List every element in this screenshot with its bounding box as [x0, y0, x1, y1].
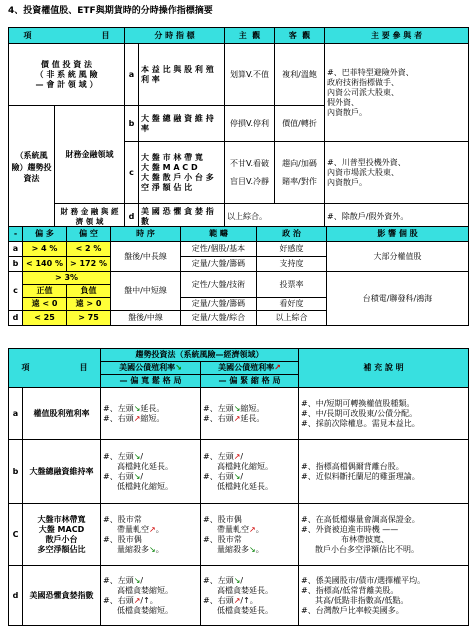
- table-row: [9, 242, 469, 257]
- notes-b: #、指標高檔偶爾背離台股。 #、近似料斷托蘭尼的雞蛋理論。: [299, 440, 469, 504]
- indicator-a: 本 益 比 與 股 利 殖 利 率: [139, 44, 225, 106]
- row-key-a: a: [9, 388, 23, 440]
- players-ab: #、巴菲特型避險外資、 政府技術指標做手、 內資公司派大股東、 假外資、 內資散戶。: [325, 44, 469, 142]
- c-far-above: 遠 > 0: [67, 298, 111, 311]
- header-bull: 偏 多: [23, 227, 67, 242]
- header-key: -: [9, 227, 23, 242]
- header-loose: 美國公債殖利率↘: [101, 362, 201, 375]
- header-item: 項 目: [9, 28, 125, 44]
- c-positive: 正值: [23, 285, 67, 298]
- timing-d: 盤後/中線: [111, 311, 181, 326]
- politics-c2: 看好度: [257, 298, 327, 311]
- bear-value: > 172 %: [67, 257, 111, 272]
- subjective-c: 不甘V.看破 盲目V.冷靜: [225, 142, 275, 204]
- objective-a: 複利/溫飽: [275, 44, 325, 106]
- header-tight: 美國公債殖利率↗: [201, 362, 299, 375]
- item-name-d: 美國恐懼貪婪指數: [23, 566, 101, 626]
- header-politics: 政 治: [257, 227, 327, 242]
- rate-environment-table: [8, 348, 469, 626]
- subjective-b: 停損V.停利: [225, 106, 275, 142]
- indicator-d: 美 國 恐 懼 貪 婪 指 數: [139, 204, 225, 230]
- bull-value: < 140 %: [23, 257, 67, 272]
- c-far-below: 遠 < 0: [23, 298, 67, 311]
- header-method: 趨勢投資法（系統風險—經濟領域）: [101, 349, 299, 362]
- header-scope: 範 疇: [181, 227, 257, 242]
- header-timing: 時 序: [111, 227, 181, 242]
- finance-field: 財務金融領域: [55, 106, 125, 204]
- table-row: [9, 566, 469, 626]
- scope-value: 定性/個股/基本: [181, 242, 257, 257]
- timing-c: 盤中/中短線: [111, 272, 181, 311]
- notes-c: #、在高低檔爆量會調高保證金。 #、外資被迫進市時機 —— 布林帶披寬、 散戶小台多空淨額佔比不明。: [299, 504, 469, 566]
- page-title: 4、投資權值股、ETF與期貨時的分時操作指標摘要: [8, 6, 213, 16]
- impact-ab: 大部分權值股: [327, 242, 469, 272]
- loose-c: #、股市常 帶量軋空↗。 #、股市偶 量縮殺多↘。: [101, 504, 201, 566]
- bull-bear-threshold-table: [8, 226, 469, 326]
- notes-a: #、中/短期可轉換權值股種類。 #、中/長期可改股東/公債分配。 #、採前次除權息。需見本益比。: [299, 388, 469, 440]
- value-investing-group: 價 值 投 資 法 （ 非 系 統 風 險 — 會 計 領 域 ）: [9, 44, 125, 106]
- row-key: d: [9, 311, 23, 326]
- table-row: [9, 272, 469, 285]
- row-key: c: [9, 272, 23, 311]
- header-subjective: 主 觀: [225, 28, 275, 44]
- bear-value: > 75: [67, 311, 111, 326]
- econ-field: 財 務 金 融 與 經 濟 領 域: [55, 204, 125, 230]
- bull-value: > 4 %: [23, 242, 67, 257]
- indicator-c: 大 盤 市 林 帶 寬 大 盤 M A C D 大 盤 散 戶 小 台 多 空 淨 額 佔 比: [139, 142, 225, 204]
- politics-d: 以上綜合: [257, 311, 327, 326]
- bear-value: < 2 %: [67, 242, 111, 257]
- politics-value: 支持度: [257, 257, 327, 272]
- notes-d: #、係美國股市/債市/選擇權平均。 #、指標高/低常背離美股。 其高/低點非指數高/低點。 #、台灣散戶比率較美國多。: [299, 566, 469, 626]
- politics-c1: 投票率: [257, 272, 327, 298]
- players-c: #、川普型投機外資、 內資市場派大股東、 內資散戶。: [325, 142, 469, 204]
- indicator-summary-table: [8, 27, 469, 230]
- c-threshold: > 3%: [23, 272, 111, 285]
- row-key-d: d: [125, 204, 139, 230]
- header-indicator: 分 時 指 標: [125, 28, 225, 44]
- header-players: 主 要 參 與 者: [325, 28, 469, 44]
- scope-c2: 定量/大盤/籌碼: [181, 298, 257, 311]
- trend-investing-group: （系統風險）趨勢投資法: [9, 106, 55, 230]
- scope-d: 定量/大盤/綜合: [181, 311, 257, 326]
- scope-c1: 定性/大盤/技術: [181, 272, 257, 298]
- bull-value: < 25: [23, 311, 67, 326]
- subjective-a: 划算V.不值: [225, 44, 275, 106]
- timing-ab: 盤後/中長線: [111, 242, 181, 272]
- row-key: b: [9, 257, 23, 272]
- scope-value: 定量/大盤/籌碼: [181, 257, 257, 272]
- tight-d: #、左頭↘/ 高檔貪婪延長。 #、右頭↗/↑。 低檔貪婪延長。: [201, 566, 299, 626]
- table-header-row: [9, 349, 469, 362]
- table-row: [9, 440, 469, 504]
- objective-c: 趨向/加碼 賭率/對作: [275, 142, 325, 204]
- item-name-b: 大盤總融資維持率: [23, 440, 101, 504]
- players-d: #、除散戶/假外資外。: [325, 204, 469, 230]
- indicator-b: 大 盤 總 融 資 維 持 率: [139, 106, 225, 142]
- impact-cd: 台積電/聯發科/鴻海: [327, 272, 469, 326]
- tight-c: #、股市偶 帶量軋空↗。 #、股市常 量縮殺多↘。: [201, 504, 299, 566]
- table-header-row: [9, 28, 469, 44]
- row-key-b: b: [125, 106, 139, 142]
- table-header-row: [9, 227, 469, 242]
- objective-b: 價值/轉折: [275, 106, 325, 142]
- header-item: 項 目: [9, 349, 101, 388]
- row-key-d: d: [9, 566, 23, 626]
- tight-b: #、左頭↗/ 高檔鈍化縮短。 #、右頭↘/ 低檔鈍化延長。: [201, 440, 299, 504]
- row-key: a: [9, 242, 23, 257]
- row-key-c: C: [9, 504, 23, 566]
- header-impact: 影 響 個 股: [327, 227, 469, 242]
- loose-b: #、左頭↘/ 高檔鈍化延長。 #、右頭↘/ 低檔鈍化縮短。: [101, 440, 201, 504]
- header-note: 補 充 說 明: [299, 349, 469, 388]
- loose-a: #、左頭↘延長。 #、右頭↗縮短。: [101, 388, 201, 440]
- item-name-a: 權值股利殖利率: [23, 388, 101, 440]
- header-objective: 客 觀: [275, 28, 325, 44]
- politics-value: 好感度: [257, 242, 327, 257]
- c-negative: 負值: [67, 285, 111, 298]
- row-key-a: a: [125, 44, 139, 106]
- loose-d: #、左頭↘/ 高檔貪婪縮短。 #、右頭↗/↑。 低檔貪婪縮短。: [101, 566, 201, 626]
- tight-a: #、左頭↘縮短。 #、右頭↗延長。: [201, 388, 299, 440]
- table-row: [9, 504, 469, 566]
- header-bear: 偏 空: [67, 227, 111, 242]
- row-key-b: b: [9, 440, 23, 504]
- header-tight-sub: — 偏 緊 縮 格 局: [201, 375, 299, 388]
- subjective-d: 以上綜合。: [225, 204, 325, 230]
- row-key-c: c: [125, 142, 139, 204]
- header-loose-sub: — 偏 寬 鬆 格 局: [101, 375, 201, 388]
- table-row: [9, 44, 469, 106]
- item-name-c: 大盤市林帶寬 大盤 MACD 散戶小台 多空淨額佔比: [23, 504, 101, 566]
- table-row: [9, 388, 469, 440]
